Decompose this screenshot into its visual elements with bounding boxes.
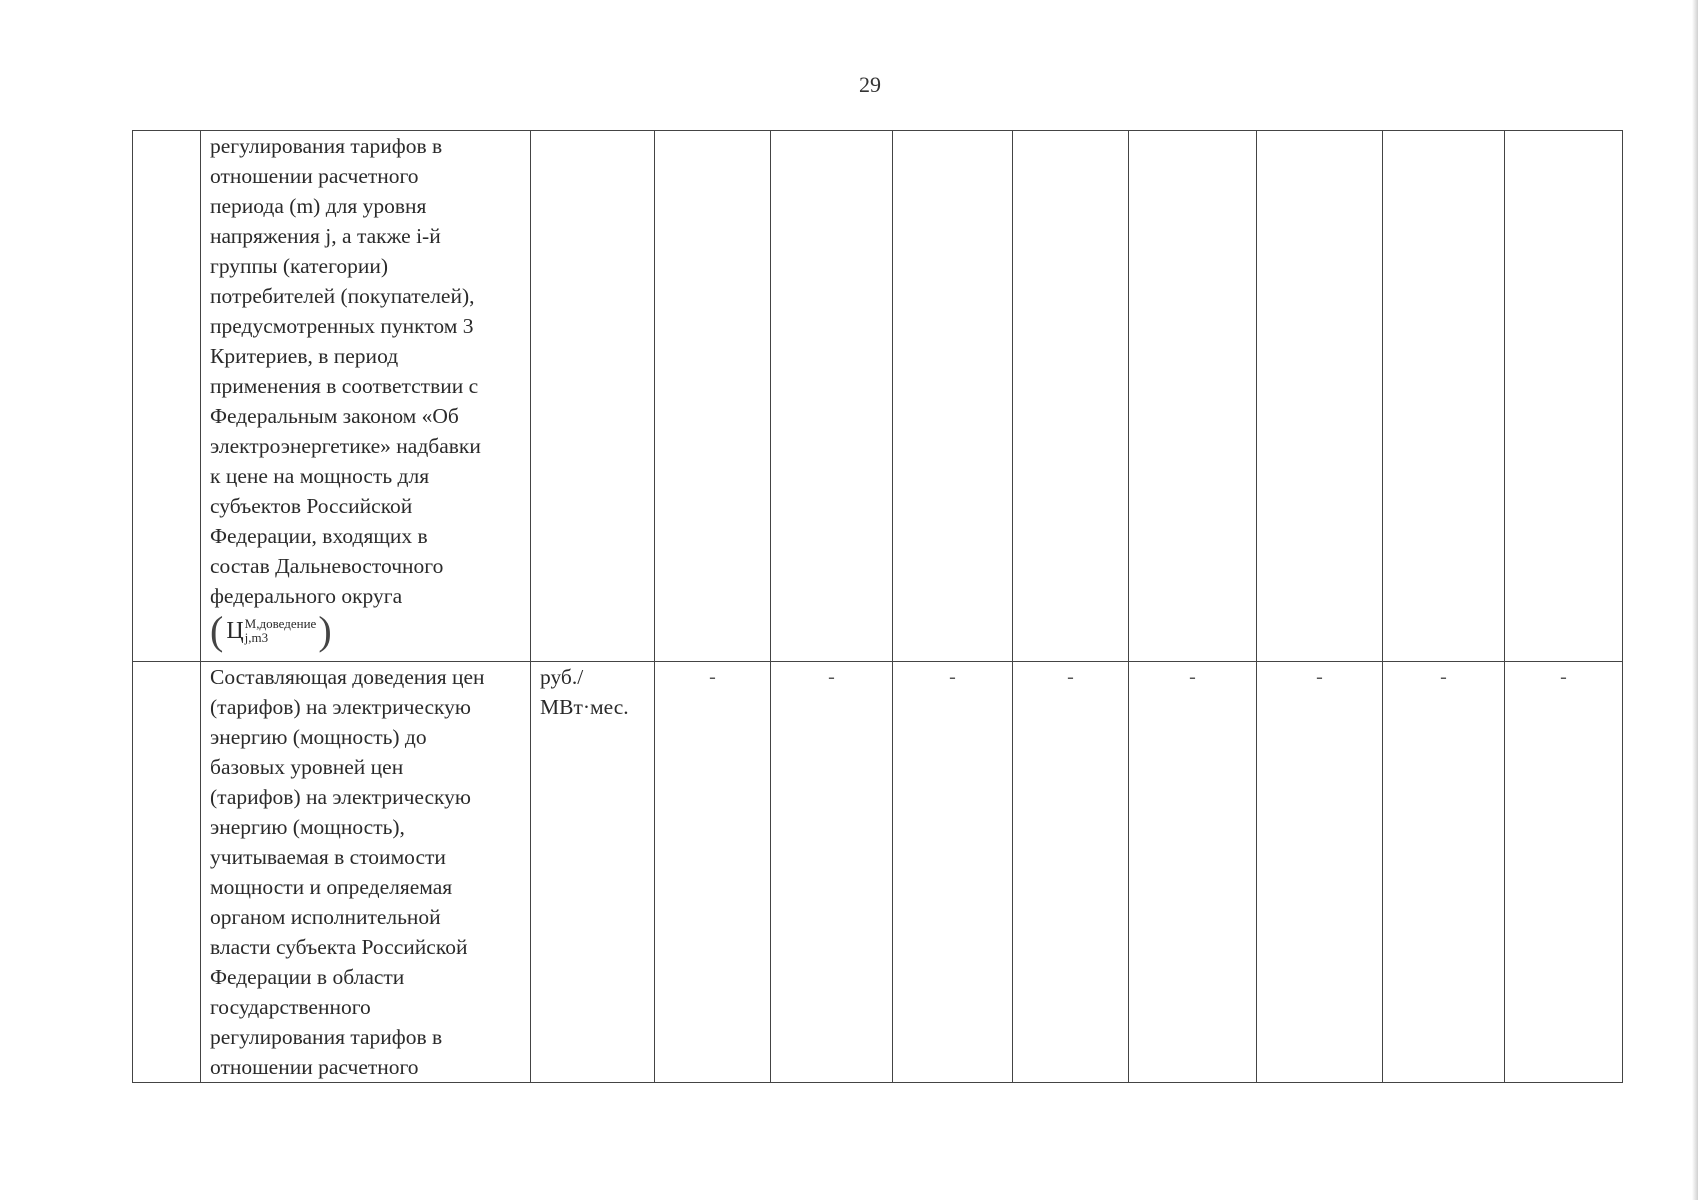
description-line: энергию (мощность),: [210, 815, 405, 839]
value-dash: -: [1189, 666, 1196, 688]
left-paren: (: [210, 608, 224, 653]
value-dash: -: [1560, 666, 1567, 688]
description-cell: [201, 131, 531, 662]
value-dash: -: [828, 666, 835, 688]
unit-cell: [531, 131, 655, 662]
value-cell: [1505, 131, 1623, 662]
value-dash: -: [1440, 666, 1447, 688]
value-cell: [1383, 131, 1505, 662]
value-cell: [771, 131, 893, 662]
tariff-table: [132, 130, 1623, 1083]
value-cell: [893, 662, 1013, 1083]
description-cell: [201, 662, 531, 1083]
value-cell: [1383, 662, 1505, 1083]
value-cell: [893, 131, 1013, 662]
description-line: мощности и определяемая: [210, 875, 453, 899]
description-line: энергию (мощность) до: [210, 725, 427, 749]
row-number-cell: [133, 131, 201, 662]
table-row: [133, 662, 1623, 1083]
value-dash: -: [709, 666, 716, 688]
value-cell: [655, 131, 771, 662]
description-line: к цене на мощность для: [210, 464, 430, 488]
right-paren: ): [318, 608, 332, 653]
description-line: группы (категории): [210, 254, 389, 278]
value-cell: [1013, 131, 1129, 662]
value-cell: [1257, 131, 1383, 662]
description-line: электроэнергетике» надбавки: [210, 434, 481, 458]
description-line: Федерации, входящих в: [210, 524, 428, 548]
value-cell: [771, 662, 893, 1083]
description-line: Критериев, в период: [210, 344, 399, 368]
description-line: учитываемая в стоимости: [210, 845, 446, 869]
value-dash: -: [949, 666, 956, 688]
page-number: 29: [859, 72, 881, 97]
value-dash: -: [1316, 666, 1323, 688]
description-line: напряжения j, а также i-й: [210, 224, 441, 248]
value-cell: [1013, 662, 1129, 1083]
description-line: отношении расчетного: [210, 164, 419, 188]
value-cell: [1129, 131, 1257, 662]
unit-line: руб./: [540, 665, 584, 689]
table-row: [133, 131, 1623, 662]
description-line: Федеральным законом «Об: [210, 404, 459, 428]
description-line: периода (m) для уровня: [210, 194, 427, 218]
formula-symbol: Ц: [226, 618, 244, 644]
description-line: потребителей (покупателей),: [210, 284, 475, 308]
unit-line: МВт·мес.: [540, 695, 629, 719]
description-line: федерального округа: [210, 584, 403, 608]
description-line: отношении расчетного: [210, 1055, 419, 1079]
value-cell: [1129, 662, 1257, 1083]
description-line: предусмотренных пунктом 3: [210, 314, 474, 338]
formula-superscript: М,доведение: [244, 616, 317, 631]
description-line: Составляющая доведения цен: [210, 665, 485, 689]
description-line: состав Дальневосточного: [210, 554, 444, 578]
description-line: государственного: [210, 995, 371, 1019]
description-line: регулирования тарифов в: [210, 1025, 443, 1049]
value-cell: [1505, 662, 1623, 1083]
unit-cell: [531, 662, 655, 1083]
description-line: регулирования тарифов в: [210, 134, 443, 158]
row-number-cell: [133, 662, 201, 1083]
formula-subscript: j,m3: [244, 630, 269, 645]
description-line: органом исполнительной: [210, 905, 441, 929]
description-line: власти субъекта Российской: [210, 935, 468, 959]
formula: [210, 608, 332, 653]
description-line: субъектов Российской: [210, 494, 413, 518]
description-line: базовых уровней цен: [210, 755, 404, 779]
description-line: применения в соответствии с: [210, 374, 479, 398]
scan-edge-shadow: [1692, 0, 1698, 1200]
description-line: Федерации в области: [210, 965, 405, 989]
value-cell: [655, 662, 771, 1083]
description-line: (тарифов) на электрическую: [210, 785, 471, 809]
value-dash: -: [1067, 666, 1074, 688]
description-line: (тарифов) на электрическую: [210, 695, 471, 719]
value-cell: [1257, 662, 1383, 1083]
